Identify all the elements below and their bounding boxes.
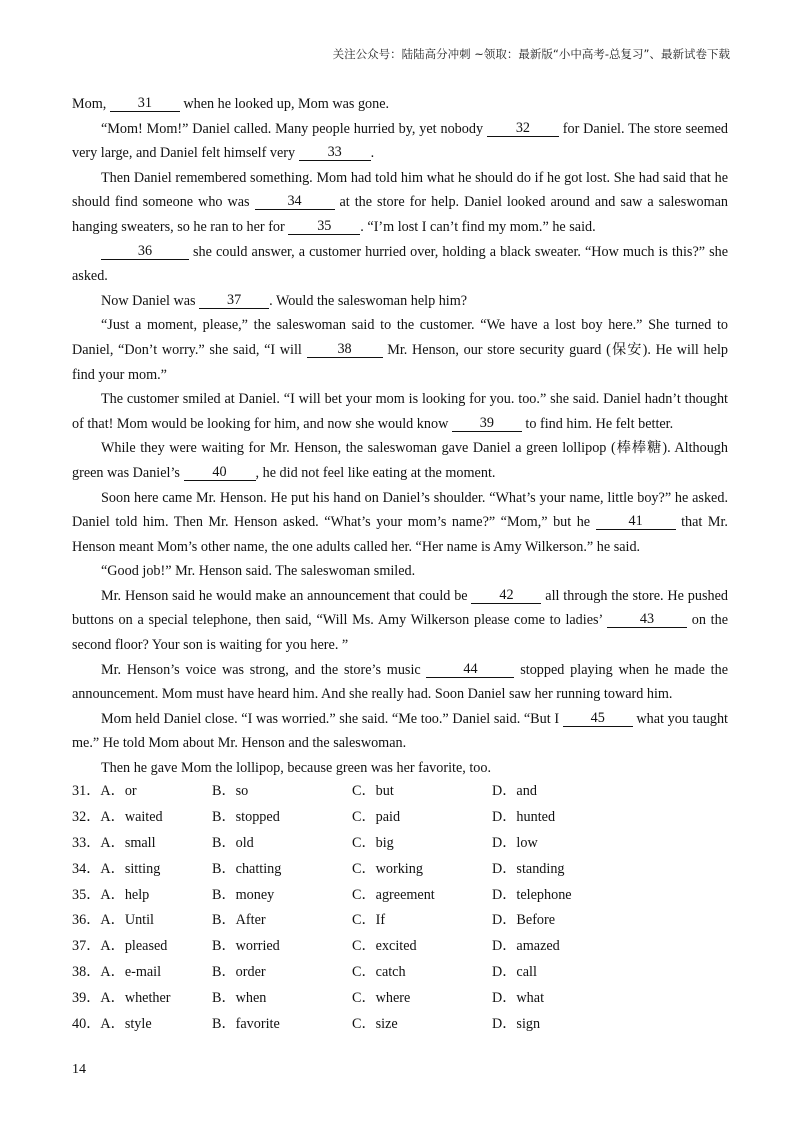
option-b: B．chatting	[212, 860, 282, 877]
option-a: A．e-mail	[100, 964, 162, 981]
blank-41: 41	[596, 513, 676, 530]
option-a: A．whether	[100, 990, 171, 1007]
option-cell	[492, 1013, 612, 1033]
option-a: A．pleased	[100, 938, 168, 955]
paragraph-13: Mom held Daniel close. “I was worried.” she said. “Me too.” Daniel said. “But I 45 what you taught me.” He told Mom about Mr. Henson and the saleswoman.	[72, 709, 728, 752]
option-cell	[352, 858, 492, 878]
option-cell	[212, 961, 352, 981]
option-cell	[492, 806, 612, 826]
option-row	[72, 803, 728, 829]
blank-40: 40	[184, 464, 256, 481]
option-cell	[352, 961, 492, 981]
option-cell	[352, 935, 492, 955]
option-cell	[492, 987, 612, 1007]
option-cell	[492, 832, 612, 852]
option-d: D．hunted	[492, 808, 556, 825]
option-b: B．favorite	[212, 1015, 280, 1032]
question-number: 36．	[72, 912, 101, 929]
blank-32: 32	[487, 120, 559, 137]
option-cell	[352, 909, 492, 929]
paragraph-3: Then Daniel remembered something. Mom had told him what he should do if he got lost. She had said that he should find someone who was 34 at the store for help. Daniel looked around and saw a saleswoman hanging sweaters, so he ran to her for 35 . “I’m lost I can’t find my mom.” he said.	[72, 169, 728, 235]
option-a: A．small	[100, 834, 156, 851]
option-cell	[72, 806, 212, 826]
option-c: C．but	[352, 782, 394, 799]
option-b: B．stopped	[212, 808, 280, 825]
option-cell	[212, 1013, 352, 1033]
option-c: C．excited	[352, 938, 417, 955]
question-number: 32．	[72, 808, 101, 825]
option-d: D．and	[492, 782, 537, 799]
option-a: A．or	[100, 782, 137, 799]
option-c: C．If	[352, 912, 386, 929]
question-number: 33．	[72, 834, 101, 851]
option-cell	[72, 858, 212, 878]
paragraph-8: While they were waiting for Mr. Henson, the saleswoman gave Daniel a green lollipop (棒棒糖). Although green was Daniel’s 40 , he did not feel like eating at the moment.	[72, 440, 728, 481]
option-cell	[352, 806, 492, 826]
option-row	[72, 777, 728, 803]
blank-33: 33	[299, 144, 371, 161]
question-number: 35．	[72, 886, 101, 903]
page-number: 14	[72, 1062, 86, 1077]
option-cell	[212, 780, 352, 800]
paragraph-6: “Just a moment, please,” the saleswoman said to the customer. “We have a lost boy here.” She turned to Daniel, “Don’t worry.” she said, “I will 38 Mr. Henson, our store security guard (保安). He will help find your mom.”	[72, 317, 728, 383]
option-cell	[72, 935, 212, 955]
blank-45: 45	[563, 710, 633, 727]
answer-options	[72, 777, 728, 1036]
blank-43: 43	[607, 611, 687, 628]
option-d: D．low	[492, 834, 538, 851]
option-d: D．sign	[492, 1015, 541, 1032]
option-d: D．call	[492, 964, 537, 981]
page-header: 关注公众号：陆陆高分冲刺 ~领取：最新版“小中高考-总复习”、最新试卷下载	[332, 47, 730, 61]
paragraph-10: “Good job!” Mr. Henson said. The saleswoman smiled.	[101, 563, 416, 580]
question-number: 31．	[72, 782, 101, 799]
option-cell	[212, 884, 352, 904]
blank-42: 42	[471, 587, 541, 604]
blank-37: 37	[199, 292, 269, 309]
option-c: C．working	[352, 860, 423, 877]
blank-39: 39	[452, 415, 522, 432]
option-b: B．money	[212, 886, 275, 903]
option-cell	[212, 858, 352, 878]
paragraph-5: Now Daniel was 37 . Would the saleswoman help him?	[101, 291, 468, 309]
option-b: B．when	[212, 990, 267, 1007]
option-cell	[492, 780, 612, 800]
paragraph-7: The customer smiled at Daniel. “I will bet your mom is looking for you. too.” she said. Daniel hadn’t thought of that! Mom would be looking for him, and now she would know 39 to find him. He felt better.	[72, 391, 728, 432]
option-c: C．big	[352, 834, 394, 851]
option-cell	[492, 961, 612, 981]
paragraph-9: Soon here came Mr. Henson. He put his hand on Daniel’s shoulder. “What’s your name, little boy?” he asked. Daniel told him. Then Mr. Henson asked. “What’s your mom’s name?” “Mom,” but he 41 that Mr. Henson meant Mom’s other name, the one adults called her. “Her name is Amy Wilkerson.” he said.	[72, 489, 728, 555]
option-row	[72, 958, 728, 984]
paragraph-2: “Mom! Mom!” Daniel called. Many people hurried by, yet nobody 32 for Daniel. The store seemed very large, and Daniel felt himself very 33 .	[72, 119, 729, 162]
paragraph-12: Mr. Henson’s voice was strong, and the store’s music 44 stopped playing when he made the announcement. Mom must have heard him. And she really had. Soon Daniel saw her running toward him.	[72, 660, 728, 703]
question-number: 34．	[72, 860, 101, 877]
option-cell	[352, 780, 492, 800]
option-c: C．where	[352, 990, 411, 1007]
option-cell	[352, 987, 492, 1007]
option-b: B．After	[212, 912, 266, 929]
option-cell	[212, 806, 352, 826]
option-a: A．Until	[100, 912, 154, 929]
option-b: B．worried	[212, 938, 280, 955]
option-a: A．waited	[100, 808, 163, 825]
option-cell	[492, 935, 612, 955]
option-row	[72, 881, 728, 907]
option-cell	[492, 884, 612, 904]
option-cell	[352, 1013, 492, 1033]
option-c: C．catch	[352, 964, 406, 981]
option-d: D．amazed	[492, 938, 560, 955]
option-c: C．size	[352, 1015, 398, 1032]
option-d: D．Before	[492, 912, 556, 929]
option-cell	[492, 858, 612, 878]
option-a: A．sitting	[100, 860, 161, 877]
option-a: A．style	[100, 1015, 152, 1032]
question-number: 38．	[72, 964, 101, 981]
option-row	[72, 906, 728, 932]
option-cell	[492, 909, 612, 929]
paragraph-14: Then he gave Mom the lollipop, because green was her favorite, too.	[101, 760, 492, 777]
paragraph-11: Mr. Henson said he would make an announcement that could be 42 all through the store. He pushed buttons on a special telephone, then said, “Will Ms. Amy Wilkerson please come to ladies’ 43 on the second floor? Your son is waiting for you here. ”	[72, 586, 728, 654]
blank-38: 38	[307, 341, 383, 358]
blank-34: 34	[255, 193, 335, 210]
question-number: 39．	[72, 990, 101, 1007]
option-cell	[212, 987, 352, 1007]
option-b: B．old	[212, 834, 254, 851]
option-c: C．paid	[352, 808, 401, 825]
passage	[72, 92, 728, 781]
option-cell	[72, 884, 212, 904]
option-b: B．order	[212, 964, 266, 981]
option-cell	[72, 780, 212, 800]
blank-36: 36	[101, 243, 189, 260]
blank-44: 44	[426, 661, 514, 678]
option-cell	[72, 961, 212, 981]
option-b: B．so	[212, 782, 249, 799]
option-cell	[72, 832, 212, 852]
option-cell	[72, 1013, 212, 1033]
option-d: D．telephone	[492, 886, 572, 903]
option-cell	[212, 832, 352, 852]
question-number: 40．	[72, 1015, 101, 1032]
option-cell	[212, 909, 352, 929]
paragraph-4: 36 she could answer, a customer hurried over, holding a black sweater. “How much is this?” she asked.	[72, 242, 728, 285]
option-cell	[352, 832, 492, 852]
option-row	[72, 829, 728, 855]
option-a: A．help	[100, 886, 150, 903]
option-cell	[72, 987, 212, 1007]
option-d: D．what	[492, 990, 545, 1007]
option-row	[72, 984, 728, 1010]
option-c: C．agreement	[352, 886, 435, 903]
option-row	[72, 855, 728, 881]
option-cell	[72, 909, 212, 929]
blank-31: 31	[110, 95, 180, 112]
blank-35: 35	[288, 218, 360, 235]
option-cell	[352, 884, 492, 904]
option-row	[72, 932, 728, 958]
paragraph-1: Mom, 31 when he looked up, Mom was gone.	[72, 95, 390, 112]
option-d: D．standing	[492, 860, 565, 877]
option-cell	[212, 935, 352, 955]
question-number: 37．	[72, 938, 101, 955]
option-row	[72, 1010, 728, 1036]
